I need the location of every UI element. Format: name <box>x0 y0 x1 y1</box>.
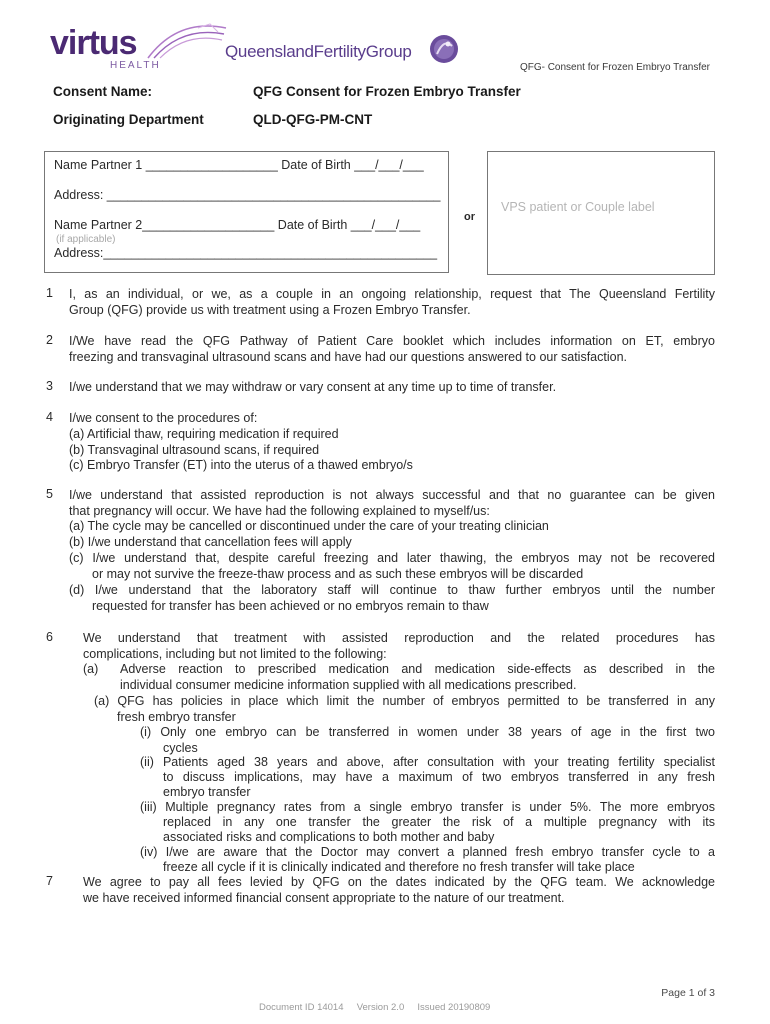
patient-label-placeholder: VPS patient or Couple label <box>501 200 655 214</box>
clause-subitem: (d) I/we understand that the laboratory staff will continue to thaw further embryos until the number <box>69 583 715 597</box>
clause-text: I/we understand that assisted reproduction is not always successful and that no guarantee can be given <box>69 488 715 502</box>
document-info: Document ID 14014 Version 2.0 Issued 20190809 <box>259 1002 491 1013</box>
clause-subitem: individual consumer medicine information supplied with all medications prescribed. <box>120 678 577 692</box>
department-value: QLD-QFG-PM-CNT <box>253 112 373 127</box>
policy-item: (iii) Multiple pregnancy rates from a single embryo transfer is under 5%. The more embryos <box>140 800 715 814</box>
clause-text: We understand that treatment with assisted reproduction and the related procedures has <box>83 631 715 645</box>
policy-item: (iv) I/we are aware that the Doctor may convert a planned fresh embryo transfer cycle to a <box>140 845 715 859</box>
running-title: QFG- Consent for Frozen Embryo Transfer <box>519 62 710 73</box>
qfg-emblem-icon <box>429 34 459 64</box>
clause-subitem: (a) Artificial thaw, requiring medication if required <box>69 427 339 441</box>
clause-text: we have received informed financial consent appropriate to the nature of our treatment. <box>83 891 565 905</box>
clause-subitem: or may not survive the freeze-thaw process and as such these embryos will be discarded <box>92 567 584 581</box>
clause-text: complications, including but not limited to the following: <box>83 647 387 661</box>
clause-subitem: (a) QFG has policies in place which limit the number of embryos permitted to be transferred in any <box>94 694 715 708</box>
clause-number: 1 <box>46 286 53 300</box>
partner2-name-field[interactable]: Name Partner 2___________________ Date of Birth ___/___/___ <box>54 218 421 232</box>
qfg-logo <box>225 34 465 70</box>
consent-name-label: Consent Name: <box>53 84 153 99</box>
clause-text: I, as an individual, or we, as a couple in an ongoing relationship, request that The Queensland Fertility <box>69 287 715 301</box>
or-separator: or <box>464 211 475 223</box>
virtus-arc-icon <box>138 22 228 62</box>
if-applicable-note: (if applicable) <box>56 234 116 245</box>
clause-number: 2 <box>46 333 53 347</box>
qfg-wordmark: QueenslandFertilityGroup <box>225 42 412 61</box>
virtus-subtitle: HEALTH <box>110 60 161 71</box>
clause-text: I/we consent to the procedures of: <box>69 411 258 425</box>
clause-text: We agree to pay all fees levied by QFG on the dates indicated by the QFG team. We acknowledge <box>83 875 715 889</box>
clause-subitem: (c) Embryo Transfer (ET) into the uterus of a thawed embryo/s <box>69 458 413 472</box>
partner1-name-field[interactable]: Name Partner 1 ___________________ Date of Birth ___/___/___ <box>54 158 424 172</box>
policy-item: replaced in any one transfer the greater the risk of a multiple pregnancy with its <box>163 815 715 829</box>
virtus-wordmark: virtus <box>50 24 137 62</box>
partner2-address-field[interactable]: Address:________________________________________________ <box>54 246 438 260</box>
policy-item: cycles <box>163 741 198 755</box>
clause-text: that pregnancy will occur. We have had the following explained to myself/us: <box>69 504 490 518</box>
partner1-address-field[interactable]: Address: ________________________________________________ <box>54 188 441 202</box>
clause-text: freezing and transvaginal ultrasound scans and have had our questions answered to our satisfaction. <box>69 350 627 364</box>
policy-item: freeze all cycle if it is clinically indicated and therefore no fresh transfer will take place <box>163 860 635 874</box>
policy-item: (i) Only one embryo can be transferred in women under 38 years of age in the first two <box>140 725 715 739</box>
clause-subitem: requested for transfer has been achieved or no embryos remain to thaw <box>92 599 489 613</box>
policy-item: (ii) Patients aged 38 years and above, after consultation with your treating fertility specialist <box>140 755 715 769</box>
clause-subitem-label: (a) <box>83 662 99 676</box>
clause-text: I/We have read the QFG Pathway of Patient Care booklet which includes information on ET, embryo <box>69 334 715 348</box>
patient-label-box <box>487 151 715 275</box>
consent-name-value: QFG Consent for Frozen Embryo Transfer <box>253 84 521 99</box>
clause-text: I/we understand that we may withdraw or vary consent at any time up to time of transfer. <box>69 380 557 394</box>
clause-subitem: fresh embryo transfer <box>117 710 236 724</box>
clause-number: 4 <box>46 410 53 424</box>
clause-text: Group (QFG) provide us with treatment using a Frozen Embryo Transfer. <box>69 303 471 317</box>
clause-subitem: (b) Transvaginal ultrasound scans, if required <box>69 443 320 457</box>
department-label: Originating Department <box>53 112 204 127</box>
clause-number: 5 <box>46 487 53 501</box>
clause-subitem: (b) I/we understand that cancellation fees will apply <box>69 535 352 549</box>
clause-subitem: (c) I/we understand that, despite careful freezing and later thawing, the embryos may not be recovered <box>69 551 715 565</box>
policy-item: embryo transfer <box>163 785 251 799</box>
page-number: Page 1 of 3 <box>661 987 715 999</box>
clause-subitem: (a) The cycle may be cancelled or discontinued under the care of your treating clinician <box>69 519 549 533</box>
policy-item: associated risks and complications to both mother and baby <box>163 830 495 844</box>
policy-item: to discuss implications, may have a maximum of two embryos transferred in any fresh <box>163 770 715 784</box>
clause-number: 7 <box>46 874 53 888</box>
clause-number: 3 <box>46 379 53 393</box>
virtus-health-logo <box>50 22 180 74</box>
partner-details-box <box>44 151 449 273</box>
clause-number: 6 <box>46 630 53 644</box>
clause-subitem: Adverse reaction to prescribed medication and medication side-effects as described in the <box>120 662 715 676</box>
